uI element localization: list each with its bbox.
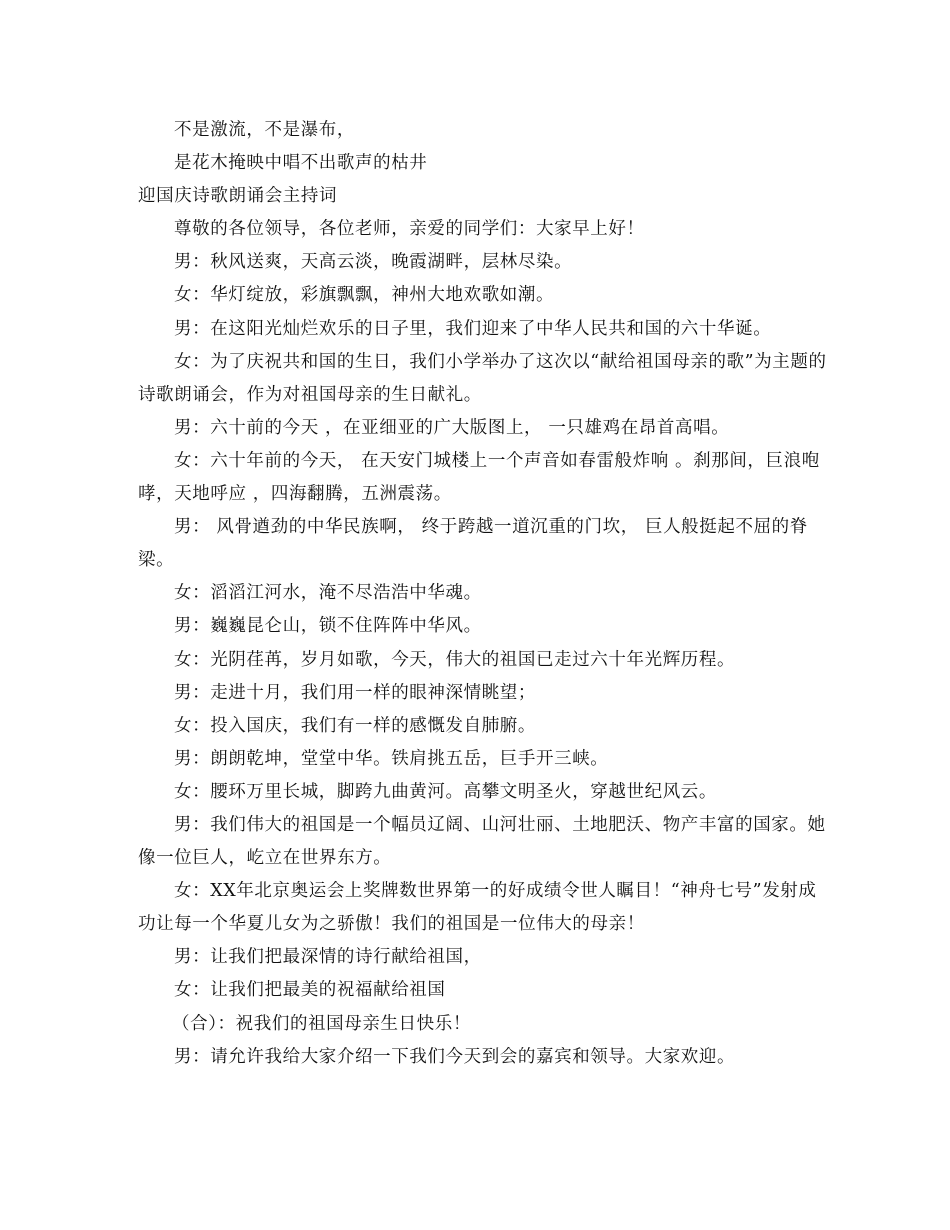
dialogue-line: 男：朗朗乾坤，堂堂中华。铁肩挑五岳，巨手开三峡。 bbox=[174, 748, 609, 769]
dialogue-line: 女：光阴荏苒，岁月如歌，今天，伟大的祖国已走过六十年光辉历程。 bbox=[174, 649, 736, 670]
dialogue-line: 男：秋风送爽，天高云淡，晚霞湖畔，层林尽染。 bbox=[174, 252, 573, 273]
dialogue-line: 男：请允许我给大家介绍一下我们今天到会的嘉宾和领导。大家欢迎。 bbox=[174, 1046, 736, 1067]
chorus-line: （合）：祝我们的祖国母亲生日快乐！ bbox=[172, 1013, 471, 1034]
dialogue-line: 女：腰环万里长城，脚跨九曲黄河。高攀文明圣火，穿越世纪风云。 bbox=[174, 781, 717, 802]
dialogue-line: 男：让我们把最深情的诗行献给祖国， bbox=[174, 947, 482, 968]
document-body bbox=[138, 114, 828, 1074]
dialogue-line: 男： 风骨遒劲的中华民族啊， 终于跨越一道沉重的门坎， 巨人般挺起不屈的脊梁。 bbox=[138, 517, 808, 571]
document-title: 迎国庆诗歌朗诵会主持词 bbox=[138, 186, 338, 207]
dialogue-line: 女：华灯绽放，彩旗飘飘，神州大地欢歌如潮。 bbox=[174, 285, 555, 306]
paragraph-line: 不是激流，不是瀑布， bbox=[174, 120, 355, 140]
dialogue-line: 男：六十前的今天 ，在亚细亚的广大版图上， 一只雄鸡在昂首高唱。 bbox=[174, 417, 730, 438]
dialogue-line: 女：让我们把最美的祝福献给祖国 bbox=[174, 980, 446, 1001]
dialogue-line: 女：XX年北京奥运会上奖牌数世界第一的好成绩令世人瞩目！“神舟七号”发射成功让每一个华夏儿女为之骄傲！我们的祖国是一位伟大的母亲！ bbox=[138, 881, 817, 935]
dialogue-line: 男：我们伟大的祖国是一个幅员辽阔、山河壮丽、土地肥沃、物产丰富的国家。她像一位巨人，屹立在世界东方。 bbox=[138, 814, 826, 869]
dialogue-line: 男：走进十月，我们用一样的眼神深情眺望； bbox=[174, 682, 536, 703]
dialogue-line: 女：滔滔江河水，淹不尽浩浩中华魂。 bbox=[174, 583, 482, 604]
dialogue-line: 女：为了庆祝共和国的生日，我们小学举办了这次以“献给祖国母亲的歌”为主题的诗歌朗诵会，作为对祖国母亲的生日献礼。 bbox=[138, 351, 827, 405]
dialogue-line: 女：投入国庆，我们有一样的感慨发自肺腑。 bbox=[174, 715, 536, 736]
paragraph-line: 是花木掩映中唱不出歌声的枯井 bbox=[174, 153, 428, 174]
dialogue-line: 男：巍巍昆仑山，锁不住阵阵中华风。 bbox=[174, 616, 482, 637]
dialogue-line: 女：六十年前的今天， 在天安门城楼上一个声音如春雷般炸响 。刹那间，巨浪咆哮，天地呼应 ，四海翻腾，五洲震荡。 bbox=[138, 450, 820, 505]
dialogue-line: 男：在这阳光灿烂欢乐的日子里，我们迎来了中华人民共和国的六十华诞。 bbox=[174, 318, 772, 339]
greeting-paragraph: 尊敬的各位领导，各位老师，亲爱的同学们：大家早上好！ bbox=[174, 219, 645, 240]
